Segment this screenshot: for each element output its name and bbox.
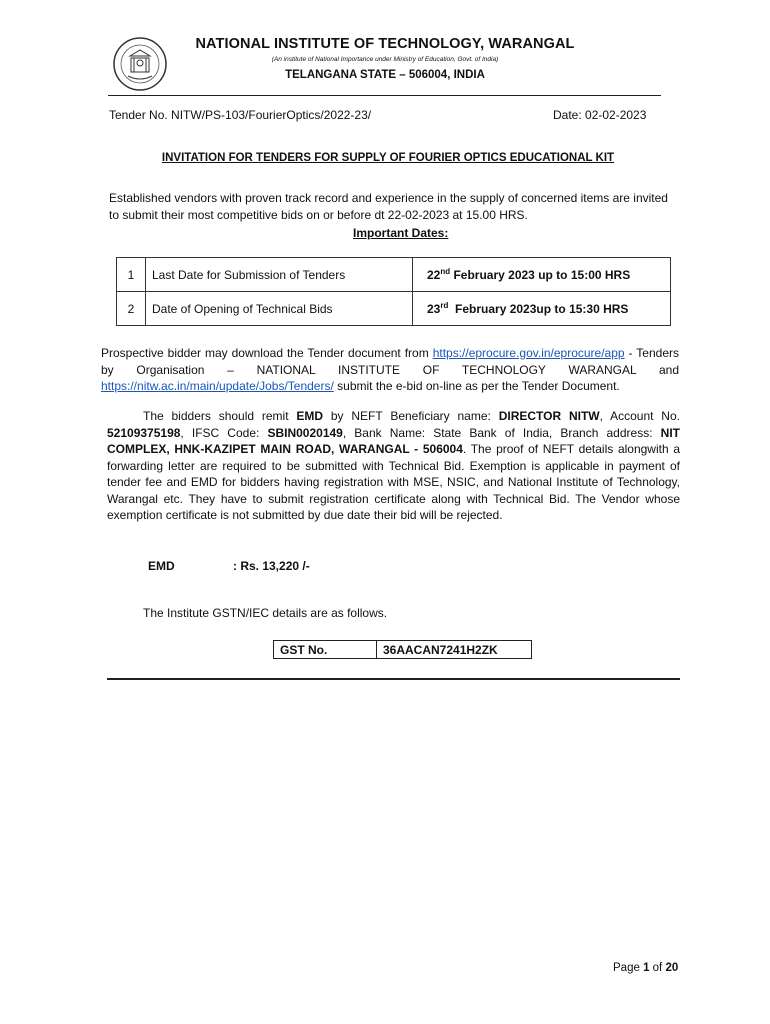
eprocure-link[interactable]: https://eprocure.gov.in/eprocure/app	[432, 346, 625, 360]
serial-number: 1	[117, 258, 146, 292]
document-heading: INVITATION FOR TENDERS FOR SUPPLY OF FOURIER OPTICS EDUCATIONAL KIT	[161, 152, 615, 164]
emd-label: EMD	[148, 559, 175, 573]
date-value: 22nd February 2023 up to 15:00 HRS	[413, 258, 671, 292]
table-row	[117, 258, 671, 292]
nitw-tenders-link[interactable]: https://nitw.ac.in/main/update/Jobs/Tenders/	[101, 379, 334, 393]
gst-table	[273, 640, 532, 659]
emd-paragraph: The bidders should remit EMD by NEFT Beneficiary name: DIRECTOR NITW, Account No. 52109375198, IFSC Code: SBIN0020149, Bank Name: State Bank of India, Branch address: NIT COMPLEX, HNK-KAZIPET MAIN ROAD, WARANGAL - 506004. The proof of NEFT details alongwith a forwarding letter are required to be submitted with Technical Bid. Exemption is applicable in payment of tender fee and EMD for bidders having registration with MSE, NSIC, and National Institute of Technology, Warangal etc. They have to submit registration certificate along with Technical Bid. The Vendor whose exemption certificate is not submitted by due date their bid will be rejected.	[107, 409, 681, 522]
header-divider	[108, 95, 661, 96]
date-description: Last Date for Submission of Tenders	[146, 258, 413, 292]
important-dates-title: Important Dates:	[353, 226, 449, 240]
serial-number: 2	[117, 292, 146, 326]
gst-intro: The Institute GSTN/IEC details are as follows.	[143, 606, 388, 620]
date-value: 23rd February 2023up to 15:30 HRS	[413, 292, 671, 326]
important-dates-table	[116, 257, 671, 326]
date-description: Date of Opening of Technical Bids	[146, 292, 413, 326]
table-row	[274, 641, 532, 659]
state-line: TELANGANA STATE – 506004, INDIA	[285, 69, 485, 81]
page-number: Page 1 of 20	[613, 962, 679, 974]
institute-subtitle: (An institute of National Importance under Ministry of Education, Govt. of India)	[271, 56, 499, 63]
tender-date: Date: 02-02-2023	[553, 108, 647, 122]
gst-number: 36AACAN7241H2ZK	[377, 641, 532, 659]
tender-number: Tender No. NITW/PS-103/FourierOptics/2022-23/	[109, 108, 372, 122]
table-row	[117, 292, 671, 326]
institute-name: NATIONAL INSTITUTE OF TECHNOLOGY, WARANGAL	[195, 36, 575, 52]
gst-label: GST No.	[274, 641, 377, 659]
download-paragraph: Prospective bidder may download the Tender document from https://eprocure.gov.in/eprocure/app - Tenders by Organisation – NATIONAL INSTITUTE OF TECHNOLOGY WARANGAL and https://nitw.ac.in/main/update/Jobs/Tenders/ submit the e-bid on-line as per the Tender Document.	[101, 346, 679, 393]
emd-amount: : Rs. 13,220 /-	[233, 559, 310, 573]
content-divider	[107, 678, 680, 680]
intro-paragraph: Established vendors with proven track record and experience in the supply of concerned items are invited to submit their most competitive bids on or before dt 22-02-2023 at 15.00 HRS.	[109, 191, 668, 222]
